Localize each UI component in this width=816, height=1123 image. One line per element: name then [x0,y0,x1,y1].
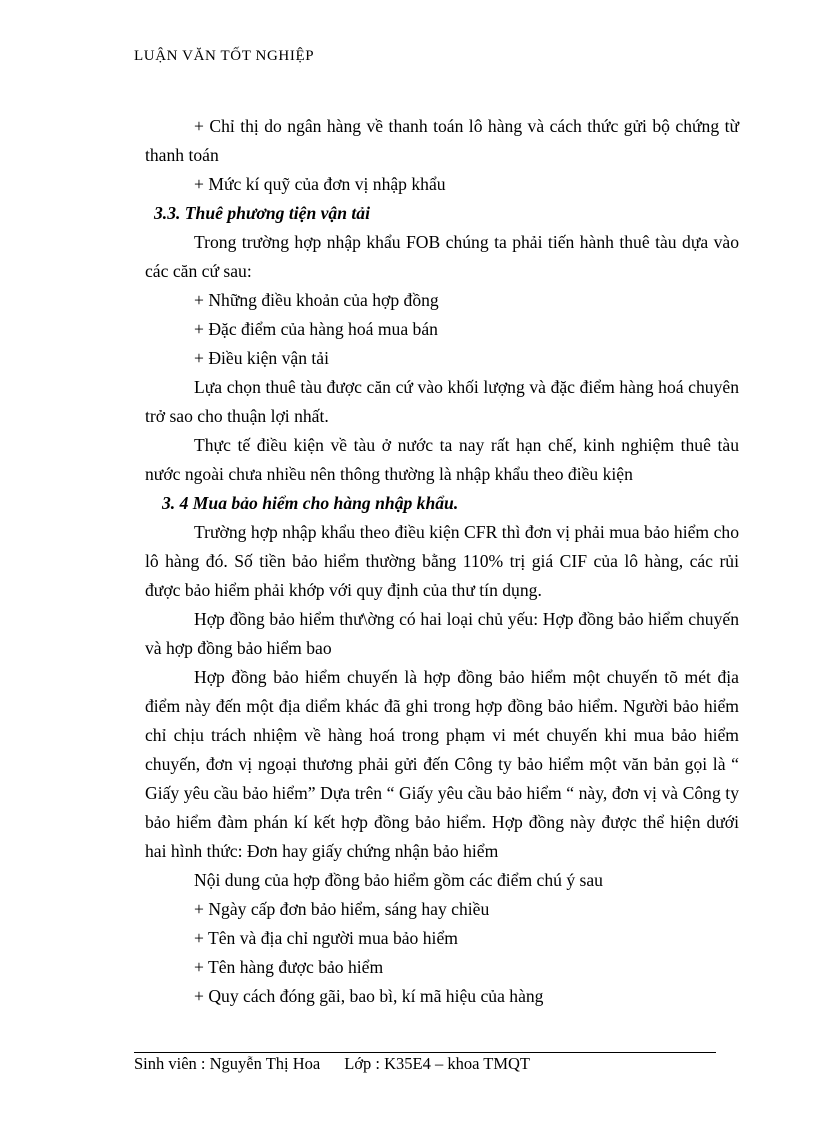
list-item-packing-marks: + Quy cách đóng gãi, bao bì, kí mã hiệu của hàng [194,986,544,1006]
paragraph-contract-contents: Nội dung của hợp đồng bảo hiểm gồm các điểm chú ý sau [194,870,603,890]
footer-student: Sinh viên : Nguyễn Thị Hoa [134,1054,321,1073]
list-item-goods-features: + Đặc điểm của hàng hoá mua bán [194,319,438,339]
paragraph-payment-instruction: + Chỉ thị do ngân hàng về thanh toán lô hàng và cách thức gửi bộ chứng từ thanh toán [145,116,739,165]
section-heading-3-4: 3. 4 Mua bảo hiểm cho hàng nhập khẩu. [162,493,459,513]
paragraph-voyage-insurance: Hợp đồng bảo hiểm chuyến là hợp đồng bảo hiểm một chuyến tõ mét địa điểm này đến một địa diểm khác đã ghi trong hợp đồng bảo hiểm. Người bảo hiểm chỉ chịu trách nhiệm về hàng hoá trong phạm vi mét chuyến khi mua bảo hiểm chuyến, đơn vị ngoại thương phải gửi đến Công ty bảo hiểm một văn bản gọi là “ Giấy yêu cầu bảo hiểm” Dựa trên “ Giấy yêu cầu bảo hiểm “ này, đơn vị và Công ty bảo hiểm đàm phán kí kết hợp đồng bảo hiểm. Hợp đồng này được thể hiện dưới hai hình thức: Đơn hay giấy chứng nhận bảo hiểm [145,667,739,861]
footer-class: Lớp : K35E4 – khoa TMQT [344,1054,531,1073]
paragraph-ship-reality: Thực tế điều kiện về tàu ở nước ta nay rất hạn chế, kinh nghiệm thuê tàu nước ngoài chưa nhiều nên thông thường là nhập khẩu theo điều kiện [145,435,739,484]
list-item-insured-goods: + Tên hàng được bảo hiểm [194,957,384,977]
list-item-contract-terms: + Những điều khoản của hợp đồng [194,290,439,310]
list-item-transport-conditions: + Điều kiện vận tải [194,348,329,368]
paragraph-fob-charter: Trong trường hợp nhập khẩu FOB chúng ta phải tiến hành thuê tàu dựa vào các căn cứ sau: [145,232,739,281]
page-footer [134,1054,530,1074]
section-heading-3-3: 3.3. Thuê phương tiện vận tải [154,203,370,223]
page-header-title: LUẬN VĂN TỐT NGHIỆP [134,48,315,64]
list-item-buyer-name-address: + Tên và địa chỉ người mua bảo hiểm [194,928,458,948]
footer-divider [134,1052,716,1053]
paragraph-cfr-insurance: Trường hợp nhập khẩu theo điều kiện CFR thì đơn vị phải mua bảo hiểm cho lô hàng đó. Số tiền bảo hiểm thường bằng 110% trị giá CIF của lô hàng, các rủi được bảo hiểm phải khớp với quy định của thư tín dụng. [145,522,739,600]
document-body [145,112,739,1011]
paragraph-deposit-level: + Mức kí quỹ của đơn vị nhập khẩu [194,174,446,194]
paragraph-ship-selection: Lựa chọn thuê tàu được căn cứ vào khối lượng và đặc điểm hàng hoá chuyên trở sao cho thuận lợi nhất. [145,377,739,426]
paragraph-insurance-types: Hợp đồng bảo hiểm thư\ờng có hai loại chủ yếu: Hợp đồng bảo hiểm chuyến và hợp đồng bảo hiểm bao [145,609,739,658]
list-item-issue-date: + Ngày cấp đơn bảo hiểm, sáng hay chiều [194,899,490,919]
